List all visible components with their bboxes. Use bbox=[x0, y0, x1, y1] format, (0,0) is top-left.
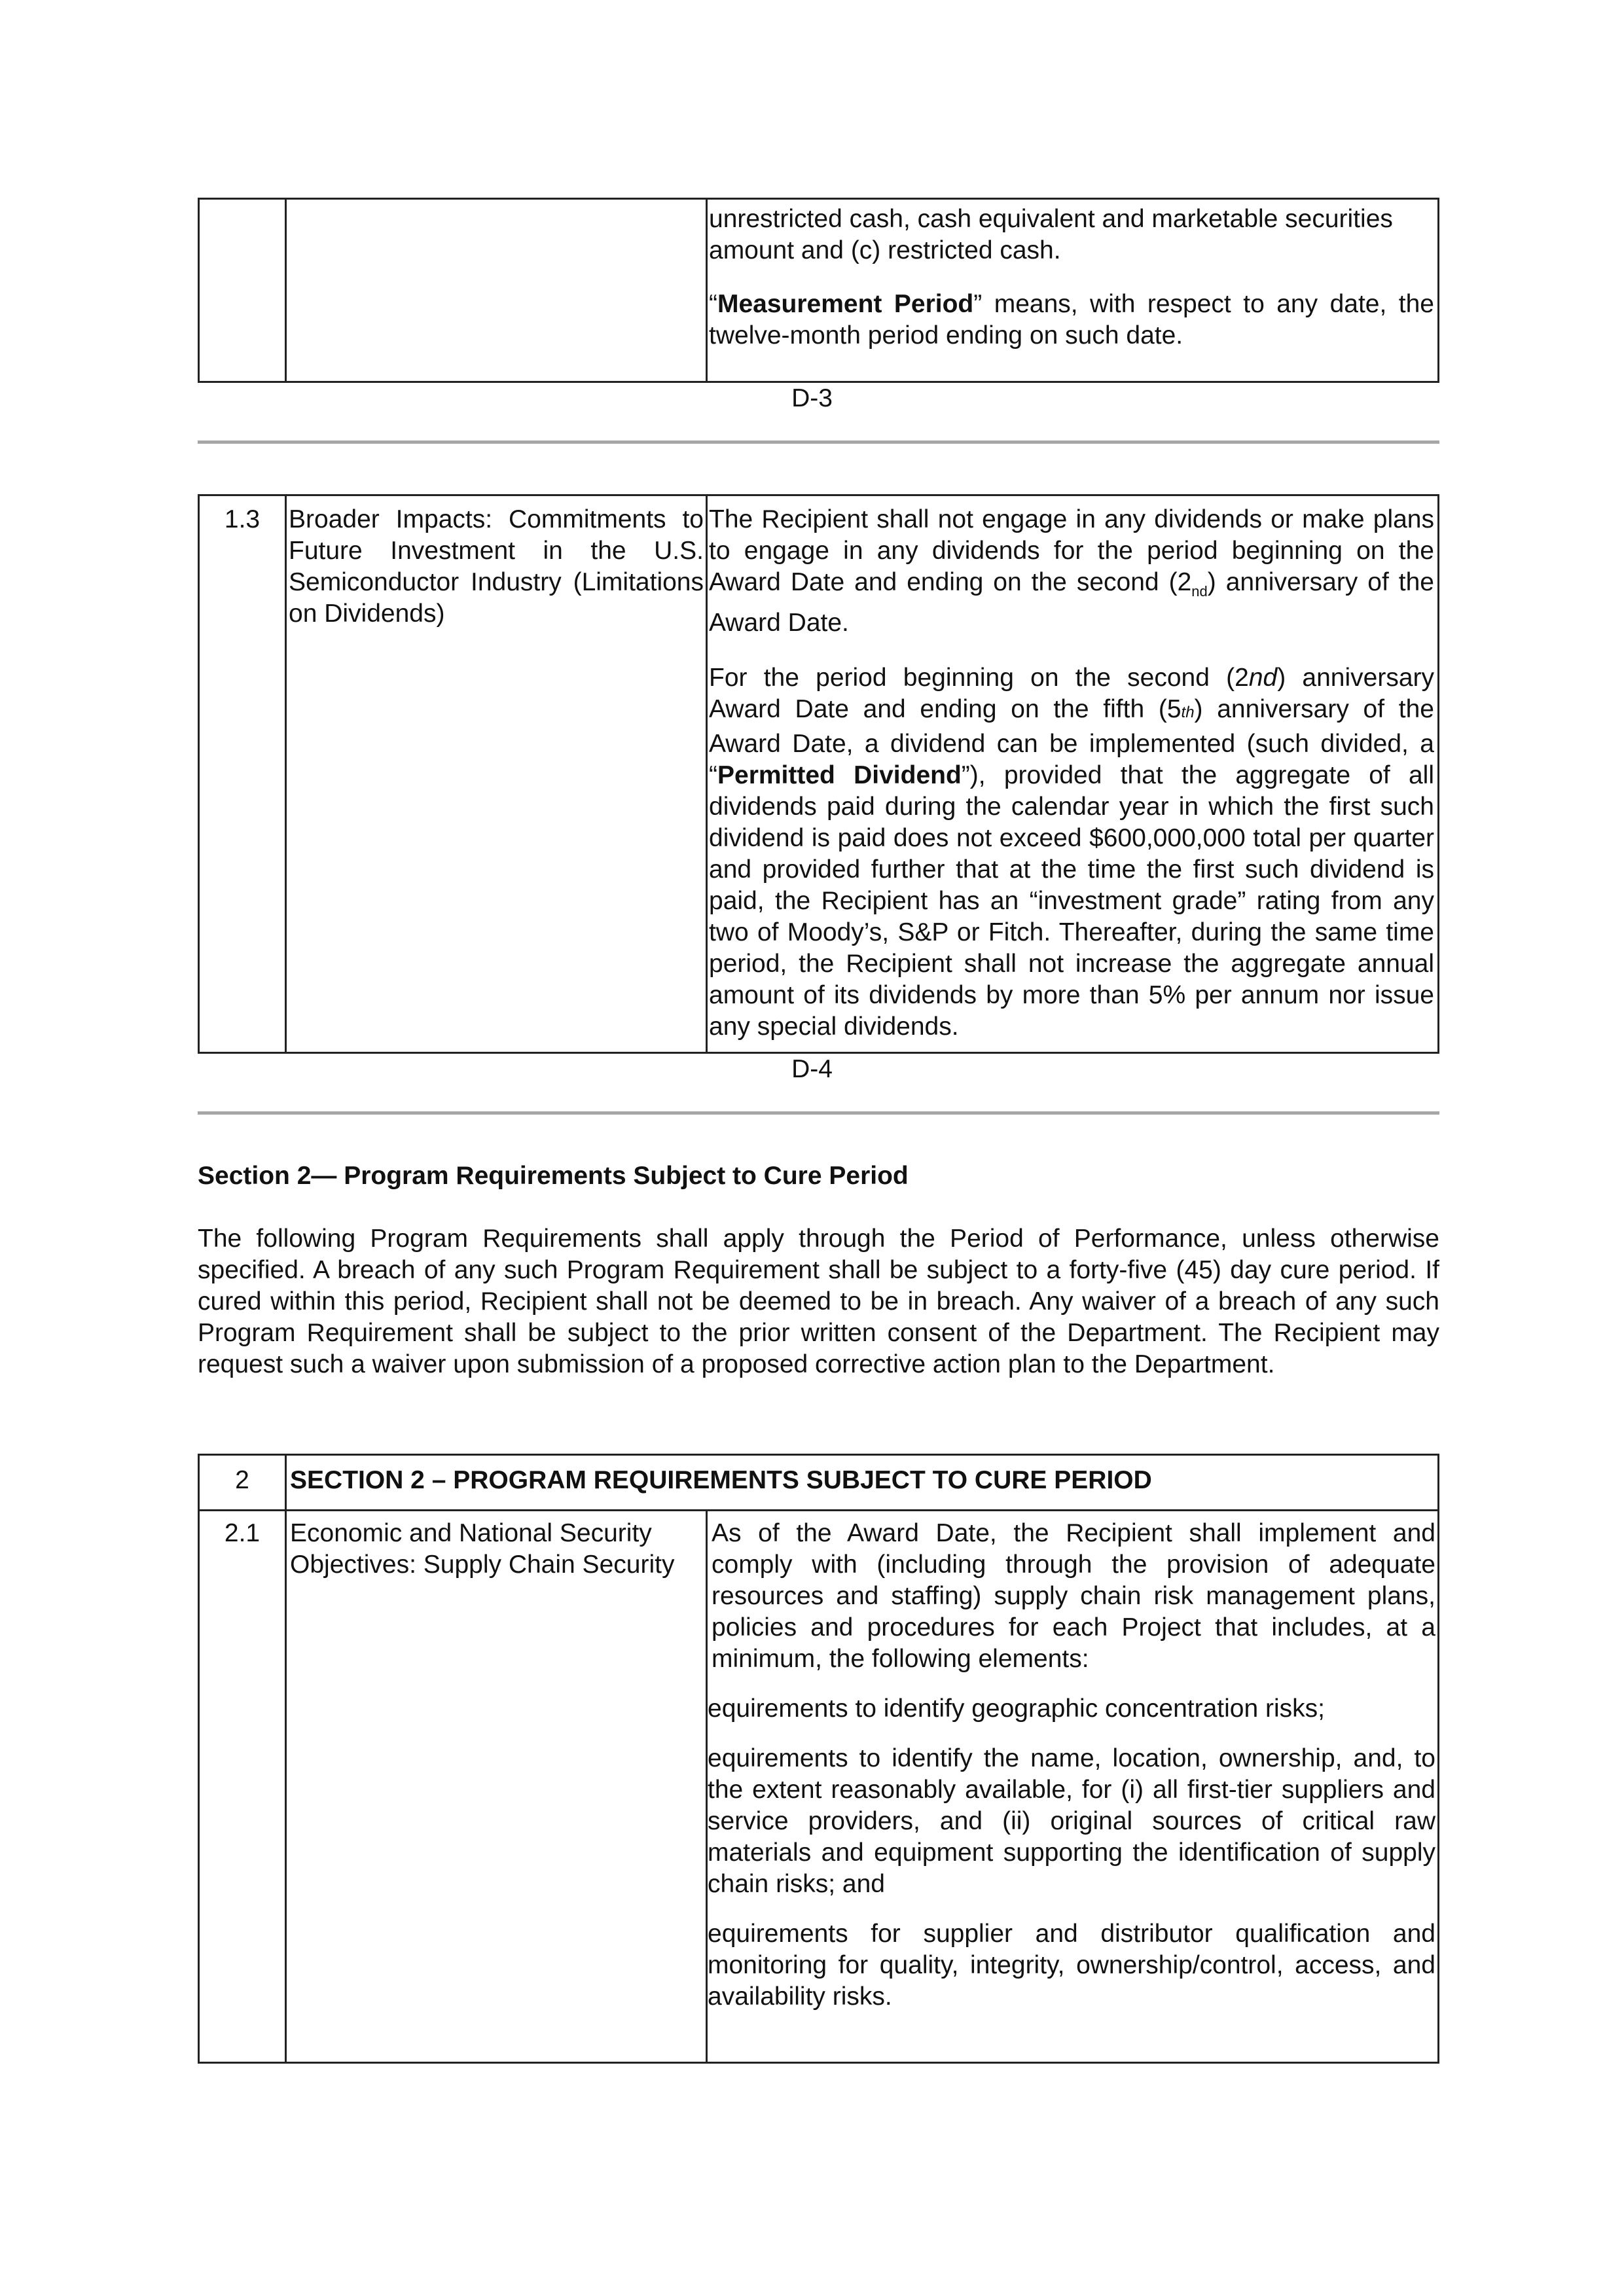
row-number: 1.3 bbox=[224, 505, 261, 533]
page-number: D-4 bbox=[791, 1055, 833, 1083]
column-divider bbox=[706, 496, 708, 1052]
requirement-text bbox=[708, 1518, 1435, 2013]
page-separator bbox=[198, 1111, 1439, 1115]
section-title: SECTION 2 – PROGRAM REQUIREMENTS SUBJECT TO CURE PERIOD bbox=[290, 1466, 1152, 1494]
defined-term: Permitted Dividend bbox=[717, 761, 962, 789]
requirements-table bbox=[198, 494, 1439, 1054]
header-row-divider bbox=[200, 1509, 1437, 1511]
requirement-item: equirements to identify geographic concentration risks; bbox=[708, 1695, 1326, 1723]
column-divider bbox=[285, 200, 287, 381]
measurement-period-definition: “Measurement Period” means, with respect to any date, the twelve-month period ending on such date. bbox=[709, 290, 1434, 350]
column-divider bbox=[285, 496, 287, 1052]
row-title: Broader Impacts: Commitments to Future Investment in the U.S. Semiconductor Industry (Limitations on Dividends) bbox=[289, 505, 704, 628]
definition-continuation-line: amount and (c) restricted cash. bbox=[709, 236, 1061, 264]
requirement-text bbox=[709, 504, 1434, 1043]
page-separator bbox=[198, 440, 1439, 444]
dividend-restriction-paragraph: The Recipient shall not engage in any dividends or make plans to engage in any dividends for the period beginning on the Award Date and ending on the second $(2_{nd})$ anniversary of the Award Date. bbox=[709, 505, 1434, 637]
definitions-cell bbox=[709, 204, 1434, 351]
defined-term: Measurement Period bbox=[717, 290, 974, 318]
requirement-item: equirements to identify the name, location, ownership, and, to the extent reasonably available, for (i) all first-tier suppliers and service providers, and (ii) original sources of critical raw materials and equipment supporting the identification of supply chain risks; and bbox=[708, 1744, 1435, 1898]
requirement-item: equirements for supplier and distributor qualification and monitoring for quality, integrity, ownership/control, access, and availability risks. bbox=[708, 1920, 1435, 2011]
row-title: Economic and National Security Objectives: Supply Chain Security bbox=[290, 1519, 675, 1579]
definition-continuation-line: unrestricted cash, cash equivalent and marketable securities bbox=[709, 205, 1393, 233]
section-number: 2 bbox=[235, 1466, 249, 1494]
section-heading: Section 2— Program Requirements Subject to Cure Period bbox=[198, 1162, 909, 1190]
section2-table bbox=[198, 1454, 1439, 2064]
supply-chain-paragraph: As of the Award Date, the Recipient shall implement and comply with (including through the provision of adequate resources and staffing) supply chain risk management plans, policies and procedures for each Project that includes, at a minimum, the following elements: bbox=[712, 1519, 1435, 1673]
permitted-dividend-paragraph: For the period beginning on the second (2nd) anniversary Award Date and ending on the fifth (5th) anniversary of the Award Date, a dividend can be implemented (such divided, a “Permitted Dividend”), provided that the aggregate of all dividends paid during the calendar year in which the first such dividend is paid does not exceed $600,000,000 total per quarter and provided further that at the time the first such dividend is paid, the Recipient has an “investment grade” rating from any two of Moody’s, S&P or Fitch. Thereafter, during the same time period, the Recipient shall not increase the aggregate annual amount of its dividends by more than 5% per annum nor issue any special dividends. bbox=[709, 663, 1435, 1041]
column-divider bbox=[285, 1456, 287, 2062]
definitions-table bbox=[198, 198, 1439, 383]
row-number: 2.1 bbox=[224, 1519, 261, 1547]
column-divider bbox=[706, 200, 708, 381]
page-number: D-3 bbox=[791, 384, 833, 412]
section-intro: The following Program Requirements shall apply through the Period of Performance, unless otherwise specified. A breach of any such Program Requirement shall be subject to a forty-five (45) day cure period. If cured within this period, Recipient shall not be deemed to be in breach. Any waiver of a breach of any such Program Requirement shall be subject to the prior written consent of the Department. The Recipient may request such a waiver upon submission of a proposed corrective action plan to the Department. bbox=[198, 1225, 1439, 1378]
